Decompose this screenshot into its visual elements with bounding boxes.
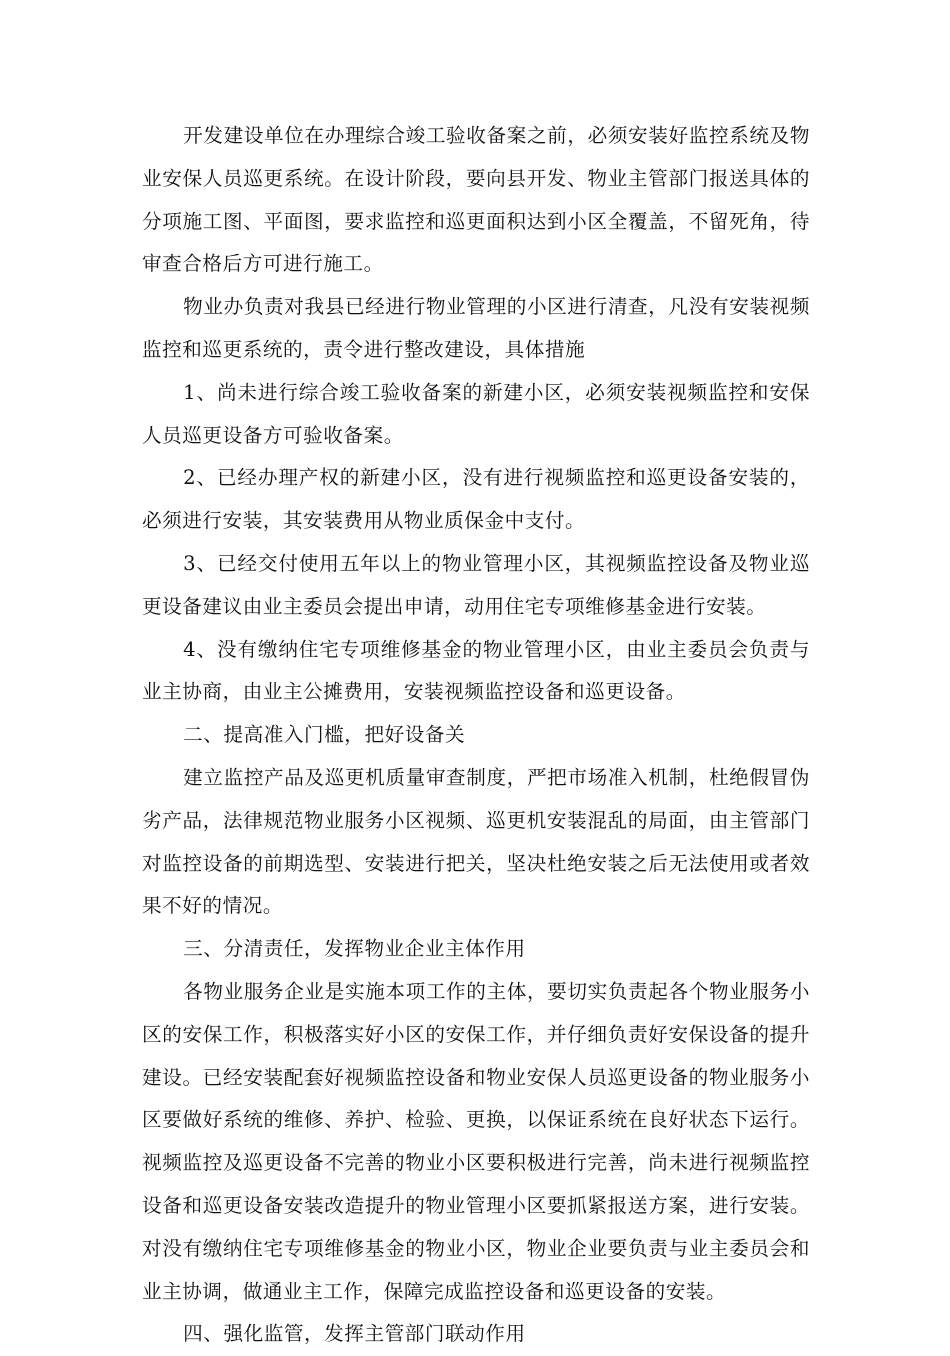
section-heading-3: 三、分清责任，发挥物业企业主体作用 — [183, 937, 526, 961]
document-body — [142, 115, 810, 1356]
paragraph-inspection-measures: 物业办负责对我县已经进行物业管理的小区进行清查，凡没有安装视频监控和巡更系统的，责令进行整改建设，具体措施 — [142, 295, 810, 361]
section-heading-4: 四、强化监管，发挥主管部门联动作用 — [183, 1322, 526, 1346]
paragraph-measure-2: 2、已经办理产权的新建小区，没有进行视频监控和巡更设备安装的，必须进行安装，其安装费用从物业质保金中支付。 — [142, 466, 810, 533]
paragraph-quality-review: 建立监控产品及巡更机质量审查制度，严把市场准入机制，杜绝假冒伪劣产品，法律规范物业服务小区视频、巡更机安装混乱的局面，由主管部门对监控设备的前期选型、安装进行把关，坚决杜绝安装之后无法使用或者效果不好的情况。 — [142, 765, 810, 918]
paragraph-measure-4: 4、没有缴纳住宅专项维修基金的物业管理小区，由业主委员会负责与业主协商，由业主公摊费用，安装视频监控设备和巡更设备。 — [142, 637, 810, 704]
paragraph-measure-1: 1、尚未进行综合竣工验收备案的新建小区，必须安装视频监控和安保人员巡更设备方可验收备案。 — [142, 380, 810, 447]
paragraph-enterprise-responsibility: 各物业服务企业是实施本项工作的主体，要切实负责起各个物业服务小区的安保工作，积极落实好小区的安保工作，并仔细负责好安保设备的提升建设。已经安装配套好视频监控设备和物业安保人员巡更设备的物业服务小区要做好系统的维修、养护、检验、更换，以保证系统在良好状态下运行。视频监控及巡更设备不完善的物业小区要积极进行完善，尚未进行视频监控设备和巡更设备安装改造提升的物业管理小区要抓紧报送方案，进行安装。对没有缴纳住宅专项维修基金的物业小区，物业企业要负责与业主委员会和业主协调，做通业主工作，保障完成监控设备和巡更设备的安装。 — [142, 979, 810, 1303]
section-heading-2: 二、提高准入门槛，把好设备关 — [183, 723, 466, 747]
paragraph-construction-requirements: 开发建设单位在办理综合竣工验收备案之前，必须安装好监控系统及物业安保人员巡更系统。在设计阶段，要向县开发、物业主管部门报送具体的分项施工图、平面图，要求监控和巡更面积达到小区全覆盖，不留死角，待审查合格后方可进行施工。 — [142, 124, 810, 276]
paragraph-measure-3: 3、已经交付使用五年以上的物业管理小区，其视频监控设备及物业巡更设备建议由业主委员会提出申请，动用住宅专项维修基金进行安装。 — [142, 551, 810, 618]
